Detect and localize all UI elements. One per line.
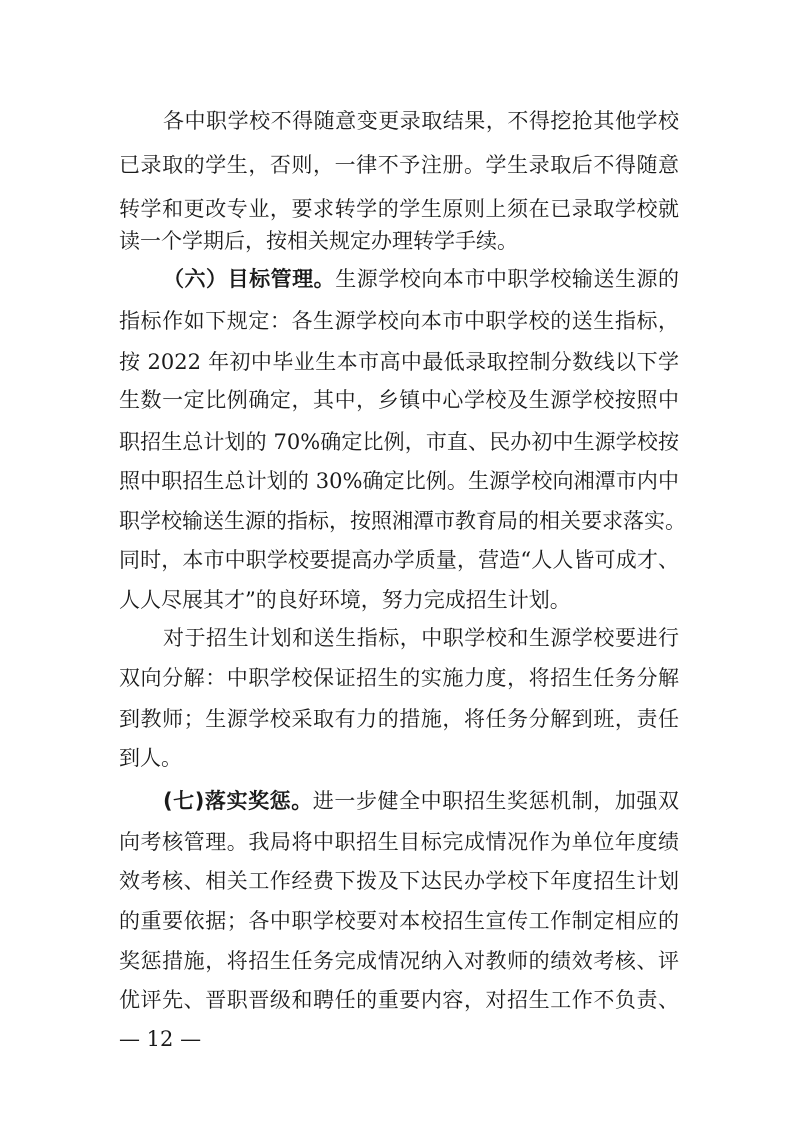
paragraph-2-line-3: 按 2022 年初中毕业生本市高中最低录取控制分数线以下学 xyxy=(119,350,679,374)
page-number: — 12 — xyxy=(119,1027,202,1051)
paragraph-2-line-5: 职招生总计划的 70%确定比例，市直、民办初中生源学校按 xyxy=(119,430,679,454)
paragraph-2-line-7: 职学校输送生源的指标，按照湘潭市教育局的相关要求落实。 xyxy=(119,509,686,533)
section-heading-seven: (七)落实奖惩。 xyxy=(163,789,313,813)
paragraph-1-line-4: 读一个学期后，按相关规定办理转学手续。 xyxy=(119,229,518,253)
paragraph-1-line-1: 各中职学校不得随意变更录取结果，不得挖抢其他学校 xyxy=(163,109,679,133)
paragraph-2-line-8: 同时，本市中职学校要提高办学质量，营造“人人皆可成才、 xyxy=(119,548,679,572)
paragraph-4-line-1 xyxy=(163,786,679,816)
paragraph-4-line-4: 的重要依据；各中职学校要对本校招生宣传工作制定相应的 xyxy=(119,909,679,933)
paragraph-4-line-1-text: 进一步健全中职招生奖惩机制，加强双 xyxy=(312,789,679,813)
paragraph-3-line-1: 对于招生计划和送生指标，中职学校和生源学校要进行 xyxy=(163,626,679,650)
paragraph-1-line-2: 已录取的学生，否则，一律不予注册。学生录取后不得随意 xyxy=(119,153,679,177)
section-heading-six: （六）目标管理。 xyxy=(163,267,336,291)
paragraph-4-line-6: 优评先、晋职晋级和聘任的重要内容，对招生工作不负责、 xyxy=(119,988,679,1012)
paragraph-3-line-2: 双向分解：中职学校保证招生的实施力度，将招生任务分解 xyxy=(119,666,679,690)
paragraph-4-line-2: 向考核管理。我局将中职招生目标完成情况作为单位年度绩 xyxy=(119,830,679,854)
paragraph-3-line-4: 到人。 xyxy=(119,746,182,770)
paragraph-2-line-4: 生数一定比例确定，其中，乡镇中心学校及生源学校按照中 xyxy=(119,388,679,412)
paragraph-2-line-1-text: 生源学校向本市中职学校输送生源的 xyxy=(335,267,680,291)
paragraph-3-line-3: 到教师；生源学校采取有力的措施，将任务分解到班，责任 xyxy=(119,707,679,731)
paragraph-1-line-3: 转学和更改专业，要求转学的学生原则上须在已录取学校就 xyxy=(119,197,679,221)
paragraph-2-line-1 xyxy=(163,264,679,294)
paragraph-4-line-5: 奖惩措施，将招生任务完成情况纳入对教师的绩效考核、评 xyxy=(119,949,679,973)
paragraph-2-line-6: 照中职招生总计划的 30%确定比例。生源学校向湘潭市内中 xyxy=(119,469,679,493)
paragraph-2-line-9: 人人尽展其才”的良好环境，努力完成招生计划。 xyxy=(119,588,571,612)
paragraph-4-line-3: 效考核、相关工作经费下拨及下达民办学校下年度招生计划 xyxy=(119,869,679,893)
paragraph-2-line-2: 指标作如下规定：各生源学校向本市中职学校的送生指标， xyxy=(119,309,679,333)
